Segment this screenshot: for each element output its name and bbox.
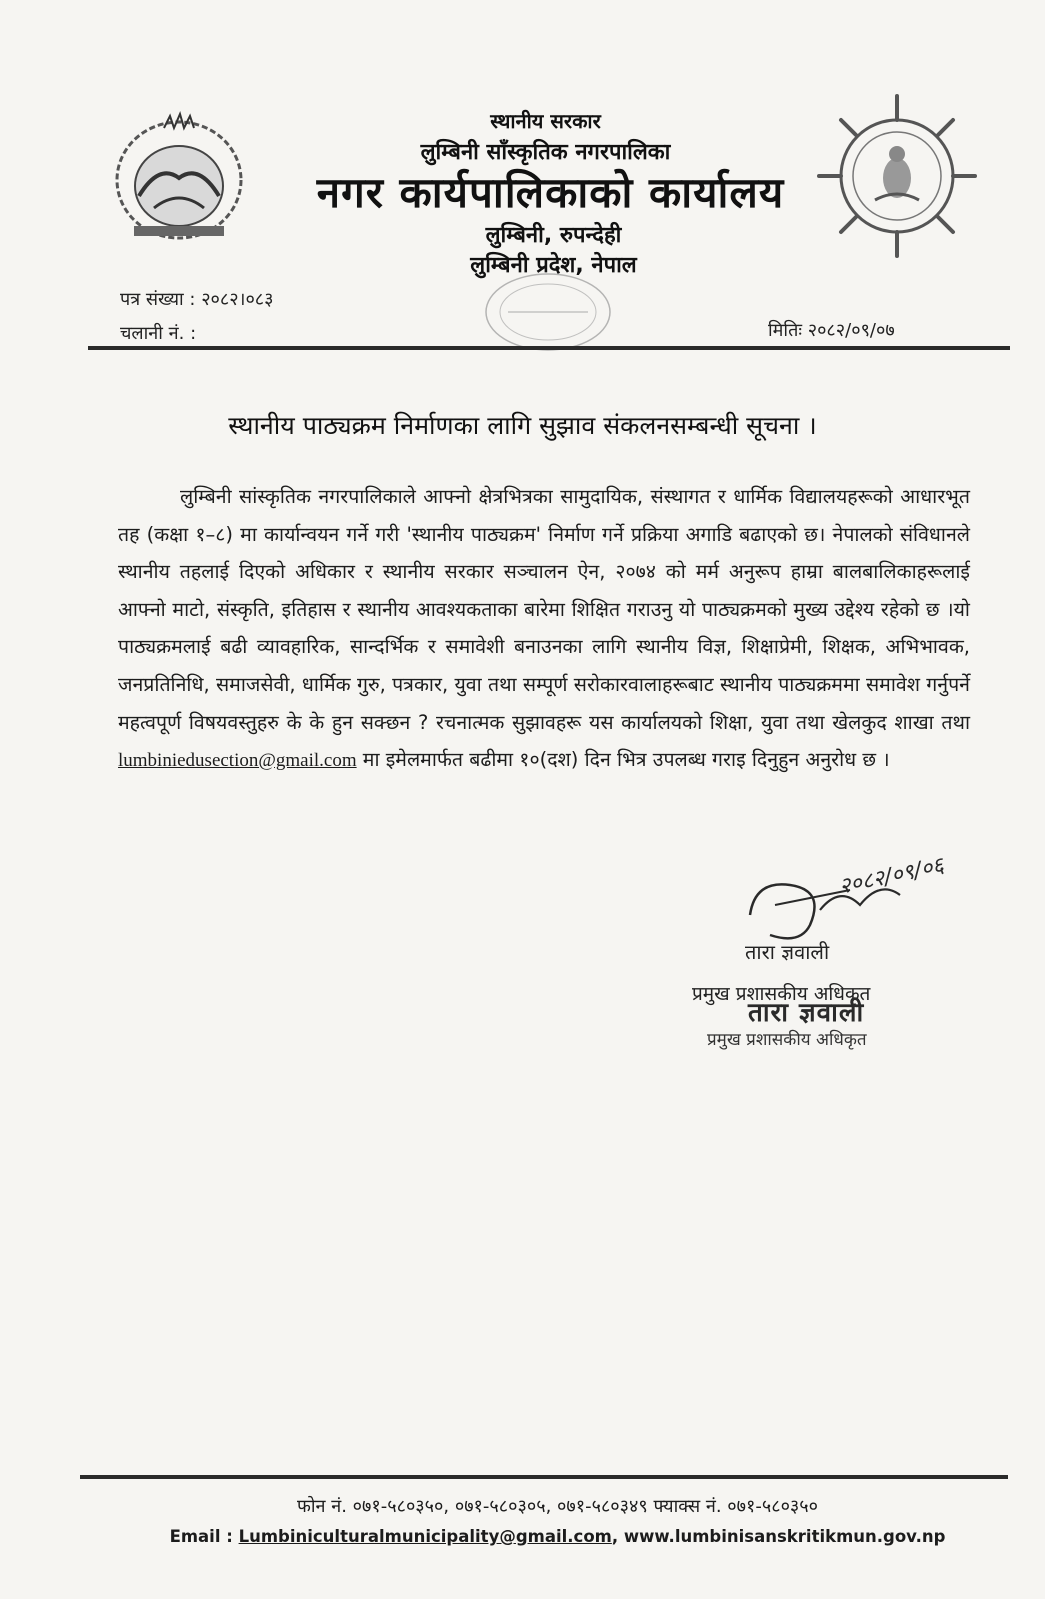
signatory-name-handwritten: तारा ज्ञवाली (745, 940, 830, 964)
header-office-name: नगर कार्यपालिकाको कार्यालय (316, 168, 785, 217)
header-municipality-name: लुम्बिनी साँस्कृतिक नगरपालिका (420, 140, 671, 165)
letter-date: मितिः २०८२/०९/०७ (768, 320, 895, 341)
signatory-title-stamp: प्रमुख प्रशासकीय अधिकृत (707, 1030, 867, 1050)
footer-email-link[interactable]: Lumbiniculturalmunicipality@gmail.com (238, 1527, 612, 1546)
footer-phone: फोन नं. ०७१-५८०३५०, ०७१-५८०३०५, ०७१-५८०३४९ फ्याक्स नं. ०७१-५८०३५० (296, 1496, 819, 1517)
footer-email-label: Email : (169, 1527, 239, 1546)
signatory-title-handwritten: प्रमुख प्रशासकीय अधिकृत (692, 983, 871, 1005)
notice-body-part2: मा इमेलमार्फत बढीमा १०(दश) दिन भित्र उपलब्ध गराइ दिनुहुन अनुरोध छ । (356, 748, 890, 772)
notice-subject: स्थानीय पाठ्यक्रम निर्माणका लागि सुझाव संकलनसम्बन्धी सूचना । (228, 411, 817, 440)
header-address-district: लुम्बिनी, रुपन्देही (485, 223, 622, 248)
header-local-government: स्थानीय सरकार (490, 109, 601, 133)
footer-website[interactable]: , www.lumbinisanskritikmun.gov.np (611, 1527, 946, 1546)
header-address-province: लुम्बिनी प्रदेश, नेपाल (470, 253, 637, 278)
notice-body-part1: लुम्बिनी सांस्कृतिक नगरपालिकाले आफ्नो क्षेत्रभित्रका सामुदायिक, संस्थागत र धार्मिक विद्यालयहरूको आधारभूत तह (कक्षा १–८) मा कार्यान्वयन गर्ने गरी 'स्थानीय पाठ्यक्रम' निर्माण गर्ने प्रक्रिया अगाडि बढाएको छ। नेपालको संविधानले स्थानीय तहलाई दिएको अधिकार र स्थानीय सरकार सञ्चालन ऐन, २०७४ को मर्म अनुरूप हाम्रा बालबालिकाहरूलाई आफ्नो माटो, संस्कृति, इतिहास र स्थानीय आवश्यकताका बारेमा शिक्षित गराउनु यो पाठ्यक्रमको मुख्य उद्देश्य रहेको छ ।यो पाठ्यक्रमलाई बढी व्यावहारिक, सान्दर्भिक र समावेशी बनाउनका लागि स्थानीय विज्ञ, शिक्षाप्रेमी, शिक्षक, अभिभावक, जनप्रतिनिधि, समाजसेवी, धार्मिक गुरु, पत्रकार, युवा तथा सम्पूर्ण सरोकारवालाहरूबाट स्थानीय पाठ्यक्रममा समावेश गर्नुपर्ने महत्वपूर्ण विषयवस्तुहरु के के हुन सक्छन ? रचनात्मक सुझावहरू यस कार्यालयको शिक्षा, युवा तथा खेलकुद शाखा तथा (118, 485, 970, 734)
footer-contact (35, 1527, 1045, 1546)
signatory-name-stamp: तारा ज्ञवाली (748, 998, 865, 1028)
signature-date: २०८२/०९/०६ (836, 853, 947, 900)
dispatch-number: चलानी नं. : (120, 323, 197, 344)
header-divider (88, 346, 1010, 350)
letter-number: पत्र संख्या : २०८२।०८३ (120, 289, 274, 310)
notice-email-link[interactable]: lumbiniedusection@gmail.com (118, 750, 357, 772)
footer-divider (80, 1475, 1008, 1479)
office-stamp-icon (478, 268, 618, 356)
notice-body (118, 478, 970, 780)
